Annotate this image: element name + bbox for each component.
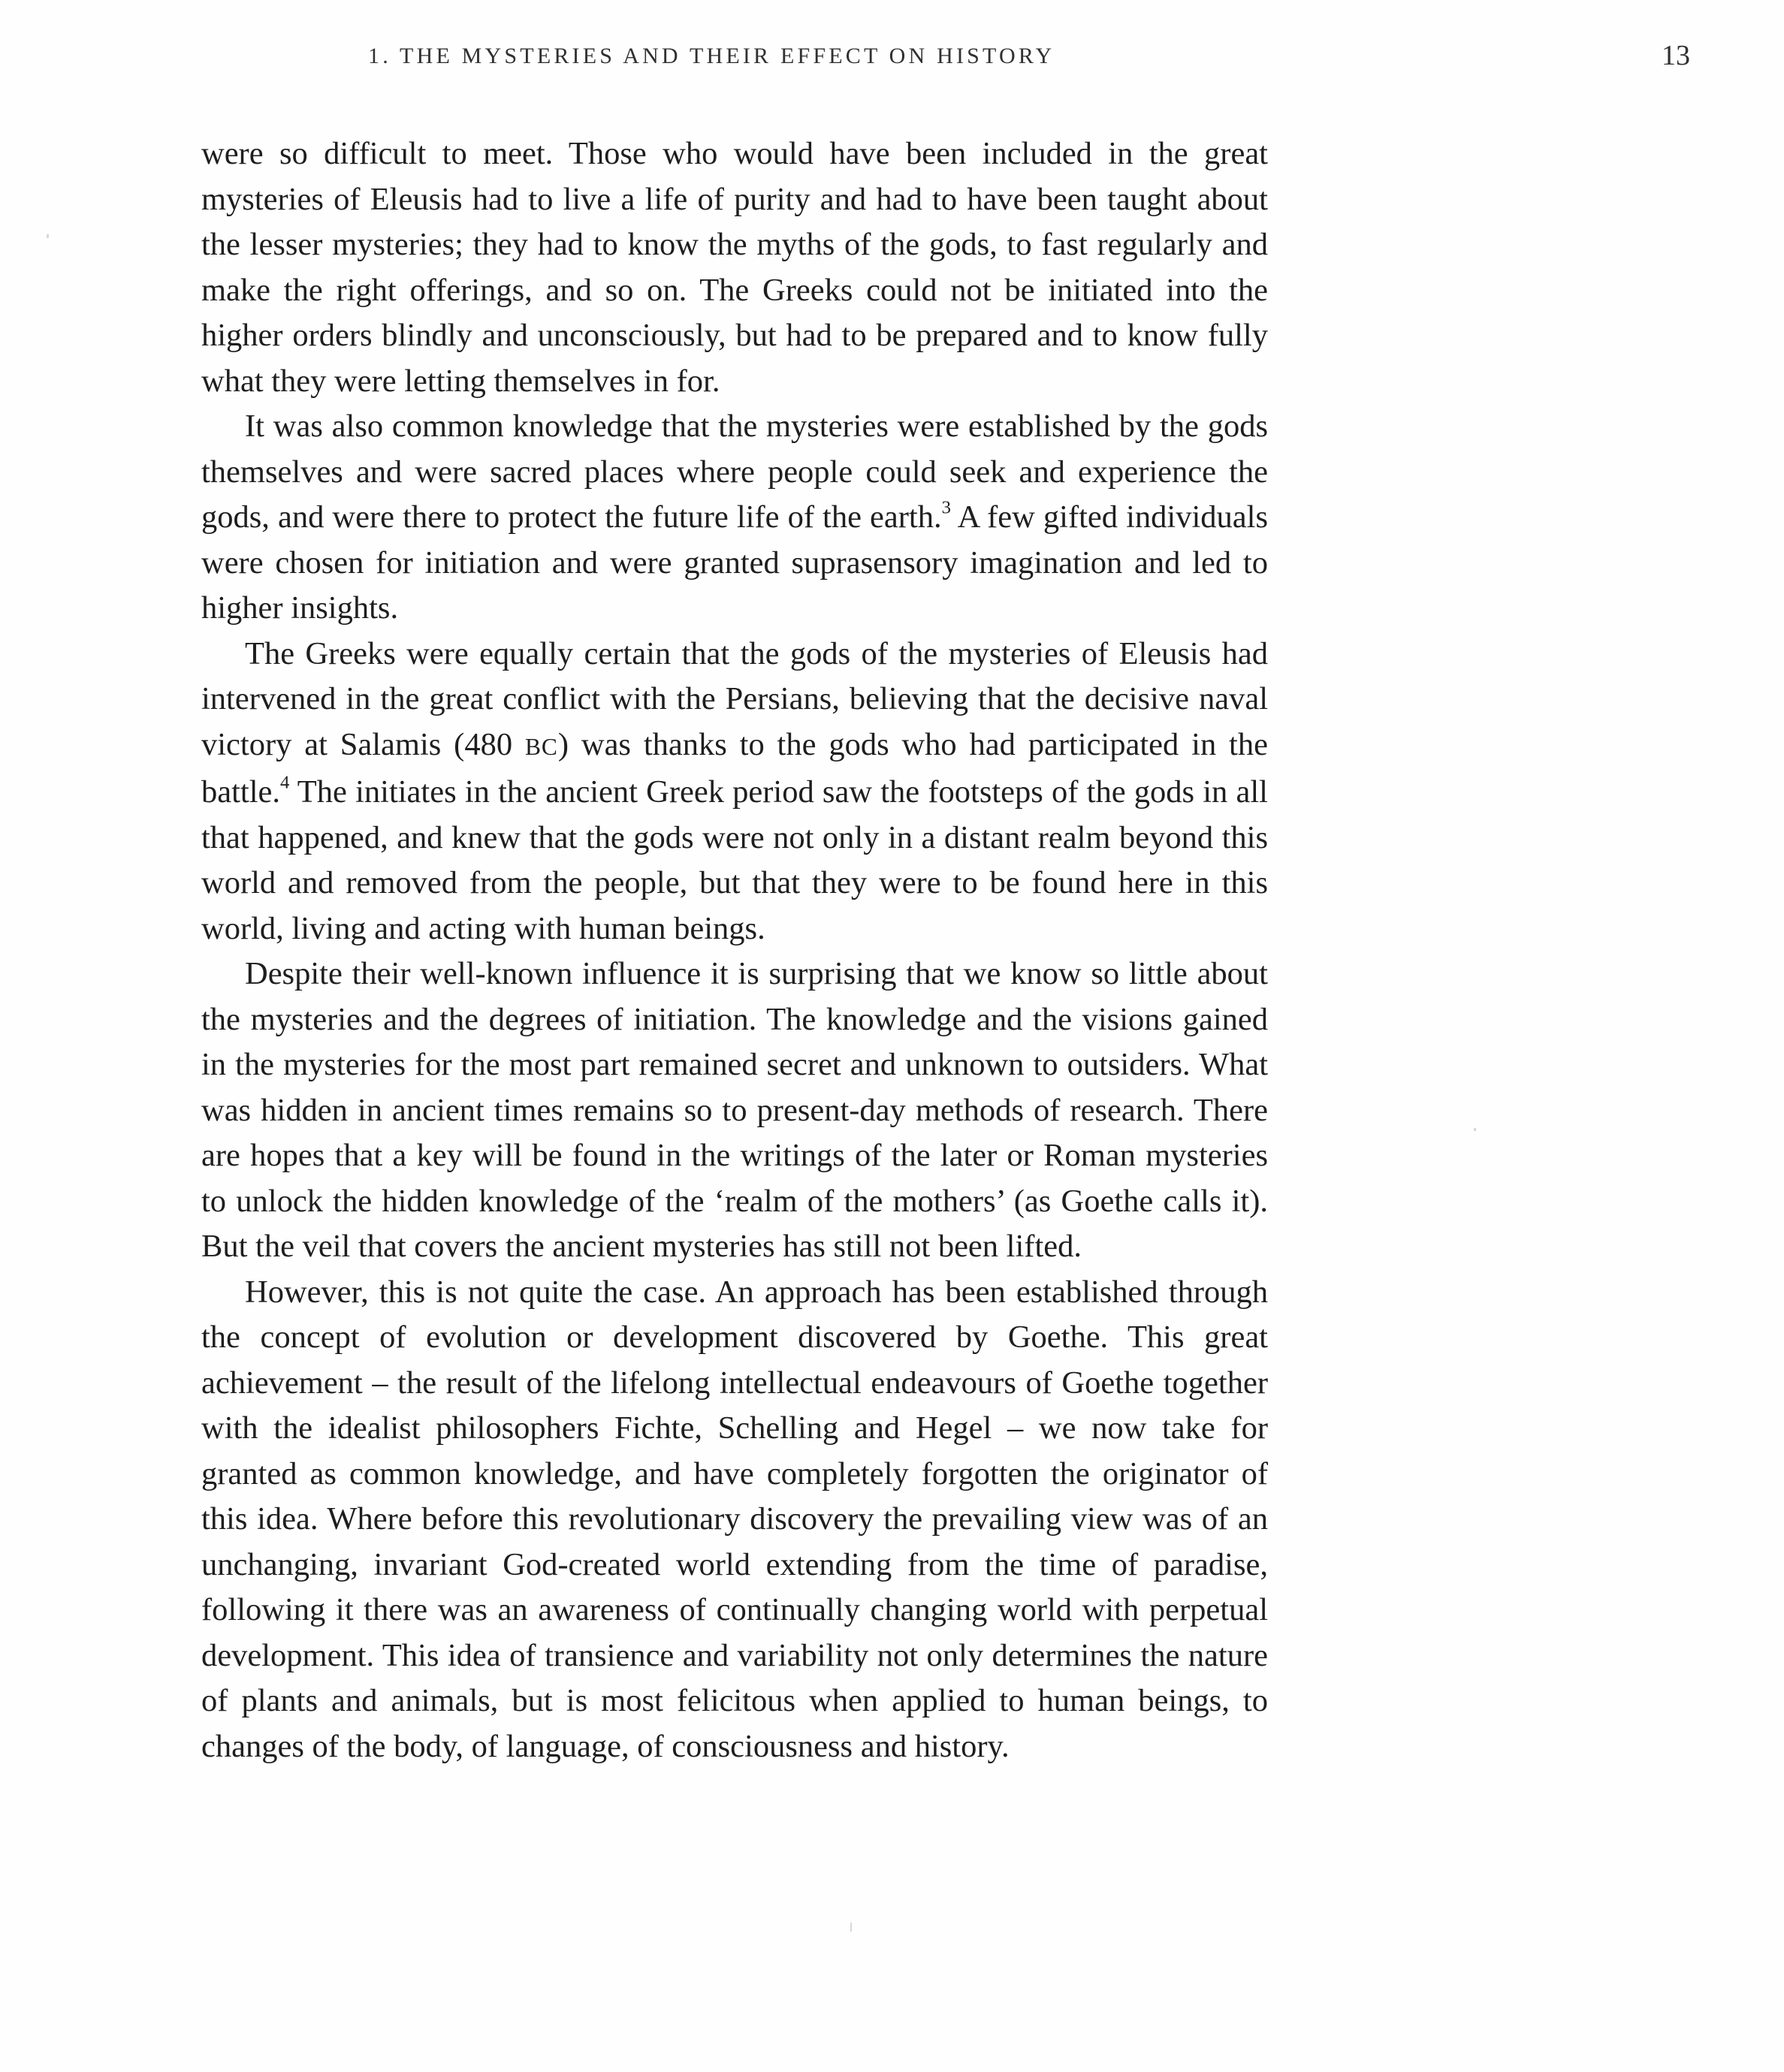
- running-title: 1. THE MYSTERIES AND THEIR EFFECT ON HISTORY: [368, 44, 1055, 68]
- paragraph-2: [201, 404, 1268, 632]
- scan-speck: [1474, 1128, 1476, 1131]
- paragraph-5-text: However, this is not quite the case. An approach has been established through the concept of evolution or development discovered by Goethe. This great achievement – the result of the lifelong intellectual endeavours of Goethe together with the idealist philosophers Fichte, Schelling and Hegel – we now take for granted as common knowledge, and have completely forgotten the originator of this idea. Where before this revolutionary discovery the prevailing view was of an unchanging, invariant God-created world extending from the time of paradise, following it there was an awareness of continually changing world with perpetual development. This idea of transience and variability not only determines the nature of plants and animals, but is most felicitous when applied to human beings, to changes of the body, of language, of consciousness and history.: [201, 1274, 1268, 1764]
- footnote-ref-4[interactable]: 4: [280, 772, 290, 793]
- paragraph-1: [201, 131, 1268, 404]
- paragraph-2-text-cont: A few gifted individuals were chosen for initiation and were granted suprasensory imagination and led to higher insights.: [201, 499, 1268, 626]
- paragraph-5: [201, 1270, 1268, 1770]
- paragraph-3: [201, 632, 1268, 952]
- paragraph-2-text: It was also common knowledge that the mysteries were established by the gods themselves and were sacred places where people could seek and experience the gods, and were there to protect the future life of the earth.: [201, 409, 1268, 535]
- paragraph-4-text: Despite their well-known influence it is surprising that we know so little about the mysteries and the degrees of initiation. The knowledge and the visions gained in the mysteries for the most part remained secret and unknown to outsiders. What was hidden in ancient times remains so to present-day methods of research. There are hopes that a key will be found in the writings of the later or Roman mysteries to unlock the hidden knowledge of the ‘realm of the mothers’ (as Goethe calls it). But the veil that covers the ancient mysteries has still not been lifted.: [201, 956, 1268, 1264]
- era-label: BC: [524, 733, 558, 760]
- paragraph-3-text-cont: ) was thanks to the gods who had participated in the battle.: [201, 726, 1268, 810]
- scan-speck: [47, 234, 49, 238]
- paragraph-1-text: were so difficult to meet. Those who would have been included in the great mysteries of Eleusis had to live a life of purity and had to have been taught about the lesser mysteries; they had to know the myths of the gods, to fast regularly and make the right offerings, and so on. The Greeks could not be initiated into the higher orders blindly and unconsciously, but had to be prepared and to know fully what they were letting themselves in for.: [201, 136, 1268, 399]
- paragraph-4: [201, 952, 1268, 1270]
- paragraph-3-text: The Greeks were equally certain that the gods of the mysteries of Eleusis had intervened in the great conflict with the Persians, believing that the decisive naval victory at Salamis (480: [201, 635, 1268, 762]
- page-number: 13: [1662, 40, 1690, 71]
- footnote-ref-3[interactable]: 3: [941, 497, 951, 518]
- running-head: [0, 40, 1784, 81]
- body-text: [201, 131, 1268, 1769]
- scan-speck: [850, 1923, 852, 1932]
- paragraph-3-text-end: The initiates in the ancient Greek period saw the footsteps of the gods in all that happened, and knew that the gods were not only in a distant realm beyond this world and removed from the people, but that they were to be found here in this world, living and acting with human beings.: [201, 774, 1268, 946]
